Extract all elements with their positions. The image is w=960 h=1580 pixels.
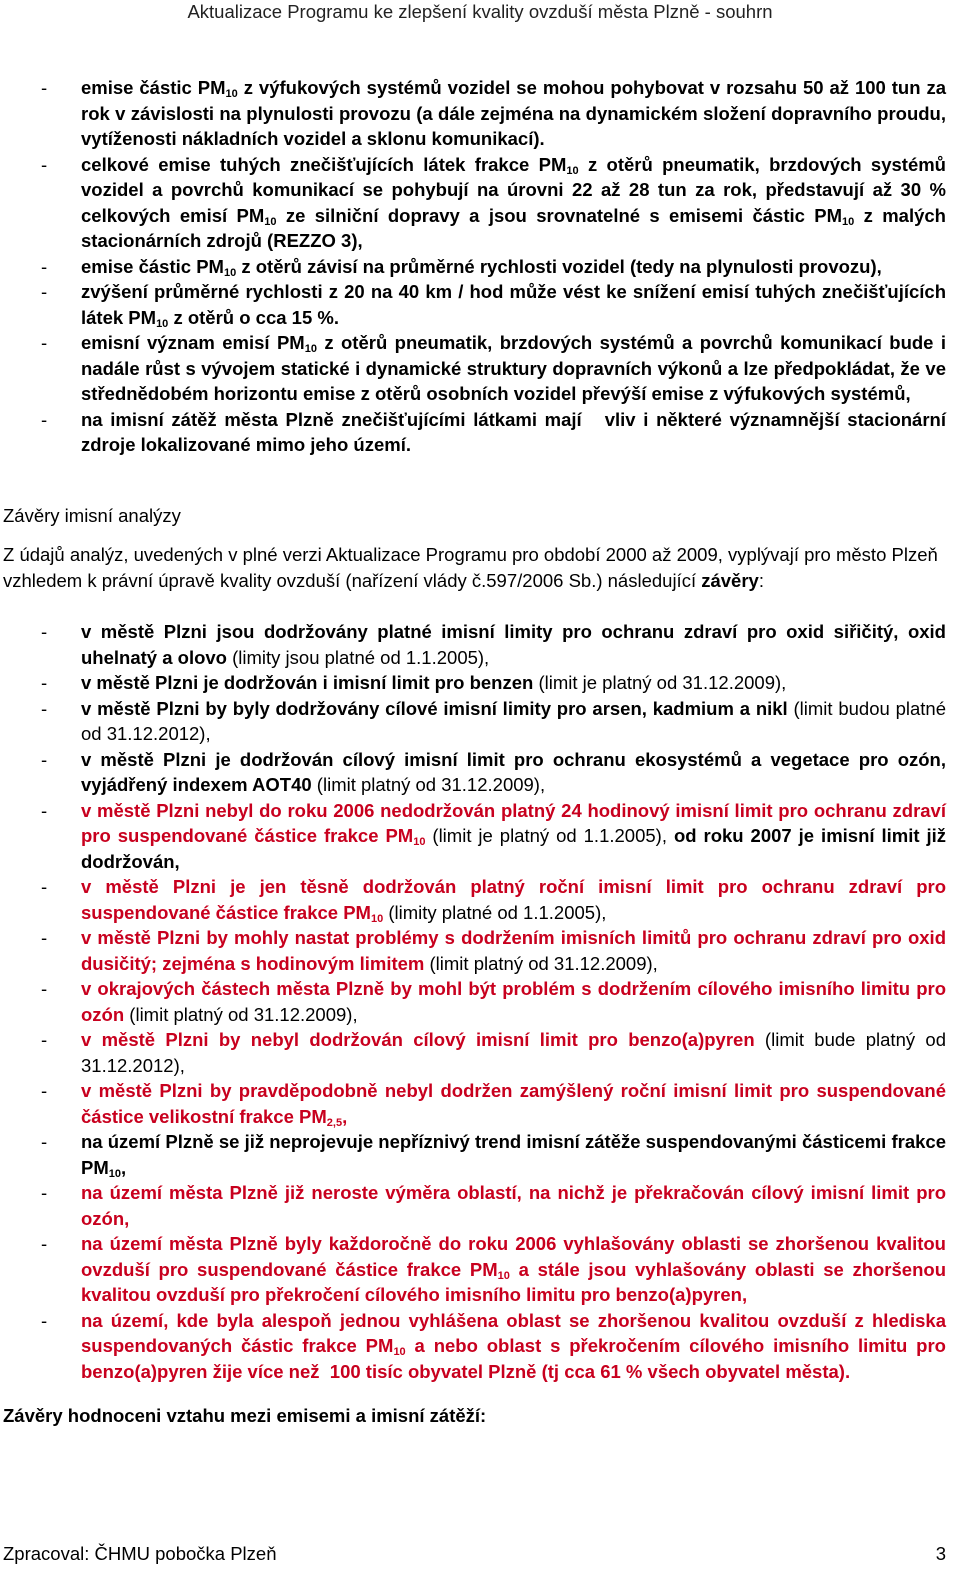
imission-conclusion-item bbox=[0, 747, 960, 798]
imission-conclusion-item-text: v městě Plzni je dodržován i imisní limit pro benzen (limit je platný od 31.12.2009), bbox=[81, 672, 787, 693]
header-title: Aktualizace Programu ke zlepšení kvality ovzduší města Plzně - souhrn bbox=[187, 1, 773, 22]
bullet-dash: - bbox=[41, 408, 48, 430]
imission-conclusion-item bbox=[0, 1180, 960, 1231]
bullet-dash: - bbox=[41, 332, 48, 353]
bullet-dash: - bbox=[41, 1233, 48, 1254]
imission-conclusion-item bbox=[0, 976, 960, 1027]
imission-conclusion-item-text: na území města Plzně již neroste výměra oblastí, na nichž je překračován cílový imisní limit pro ozón, bbox=[81, 1182, 946, 1229]
bullet-dash: - bbox=[41, 1080, 48, 1101]
imission-conclusion-item-text: v městě Plzni by pravděpodobně nebyl dodržen zamýšlený roční imisní limit pro suspendované částice velikostní frakce $PM_{2,5}$, bbox=[81, 1080, 946, 1129]
bullet-dash: - bbox=[41, 153, 48, 175]
bullet-dash: - bbox=[41, 255, 48, 277]
bullet-dash: - bbox=[41, 799, 48, 821]
bullet-dash: - bbox=[41, 281, 48, 302]
emission-conclusion-item bbox=[0, 254, 960, 280]
imission-conclusion-item-text: v městě Plzni jsou dodržovány platné imisní limity pro ochranu zdraví pro oxid siřičitý, oxid uhelnatý a olovo (limity jsou platné od 1.1.2005), bbox=[81, 621, 946, 668]
imission-conclusion-item-text: v městě Plzni by mohly nastat problémy s dodržením imisních limitů pro ochranu zdraví pro oxid dusičitý; zejména s hodinovým limitem (limit platný od 31.12.2009), bbox=[81, 927, 946, 974]
bullet-dash: - bbox=[41, 748, 48, 770]
emission-conclusion-item bbox=[0, 75, 960, 152]
bullet-dash: - bbox=[41, 1131, 48, 1152]
emission-conclusion-item-text: emise částic $PM_{10}$ z otěrů závisí na průměrné rychlosti vozidel (tedy na plynulosti provozu), bbox=[81, 255, 882, 279]
bullet-dash: - bbox=[41, 1029, 48, 1050]
imission-analysis-heading: Závěry imisní analýzy bbox=[3, 505, 181, 526]
emission-conclusions-list bbox=[0, 75, 960, 458]
emission-conclusion-item-text: na imisní zátěž města Plzně znečišťujícími látkami mají vliv i některé významnější stacionární zdroje lokalizované mimo jeho území. bbox=[81, 408, 946, 455]
bullet-dash: - bbox=[41, 1182, 48, 1203]
imission-conclusion-item bbox=[0, 874, 960, 925]
bullet-dash: - bbox=[41, 621, 48, 642]
imission-conclusions-list bbox=[0, 619, 960, 1384]
emission-conclusion-item bbox=[0, 279, 960, 330]
imission-conclusion-item bbox=[0, 1078, 960, 1129]
imission-conclusion-item-text: v městě Plzni by nebyl dodržován cílový imisní limit pro benzo(a)pyren (limit bude platný od 31.12.2012), bbox=[81, 1029, 946, 1076]
imission-conclusion-item-text: na území, kde byla alespoň jednou vyhlášena oblast se zhoršenou kvalitou ovzduší z hlediska suspendovaných částic frakce $PM_{10}$ a nebo oblast s překročením cílového imisního limitu pro benzo(a)pyren žije více než 100 tisíc obyvatel Plzně (tj cca 61 % všech obyvatel města). bbox=[81, 1309, 946, 1382]
emission-imission-heading: Závěry hodnoceni vztahu mezi emisemi a imisní zátěží: bbox=[3, 1405, 487, 1426]
bullet-dash: - bbox=[41, 1309, 48, 1331]
imission-conclusion-item bbox=[0, 1027, 960, 1078]
bullet-dash: - bbox=[41, 927, 48, 948]
emission-conclusion-item bbox=[0, 407, 960, 458]
imission-conclusion-item-text: v okrajových částech města Plzně by mohl být problém s dodržením cílového imisního limitu pro ozón (limit platný od 31.12.2009), bbox=[81, 978, 946, 1025]
imission-conclusion-item-text: v městě Plzni je jen těsně dodržován platný roční imisní limit pro ochranu zdraví pro suspendované částice frakce $PM_{10}$ (limity platné od 1.1.2005), bbox=[81, 876, 946, 925]
imission-conclusion-item bbox=[0, 696, 960, 747]
emission-conclusion-item-text: emise částic $PM_{10}$ z výfukových systémů vozidel se mohou pohybovat v rozsahu 50 až 100 tun za rok v závislosti na plynulosti provozu (a dále zejména na dynamickém složení dopravního proudu, vytíženosti nákladních vozidel a sklonu komunikací). bbox=[81, 77, 946, 149]
emission-conclusion-item-text: zvýšení průměrné rychlosti z 20 na 40 km / hod může vést ke snížení emisí tuhých znečišťujících látek $PM_{10}$ z otěrů o cca 15 %. bbox=[81, 281, 946, 330]
imission-conclusion-item-text: v městě Plzni by byly dodržovány cílové imisní limity pro arsen, kadmium a nikl (limit budou platné od 31.12.2012), bbox=[81, 697, 946, 744]
imission-conclusion-item bbox=[0, 1231, 960, 1308]
emission-conclusion-item-text: emisní význam emisí $PM_{10}$ z otěrů pneumatik, brzdových systémů a povrchů komunikací bude i nadále růst s vývojem statické i dynamické struktury dopravních výkonů a lze předpokládat, že ve střednědobém horizontu emise z otěrů osobních vozidel převýší emise z výfukových systémů, bbox=[81, 332, 947, 404]
imission-conclusion-item-text: v městě Plzni nebyl do roku 2006 nedodržován platný 24 hodinový imisní limit pro ochranu zdraví pro suspendované částice frakce $PM_{10}$ (limit je platný od 1.1.2005), od roku 2007 je imisní limit již dodržován, bbox=[81, 799, 947, 872]
page-header bbox=[0, 0, 960, 24]
imission-conclusion-item bbox=[0, 1308, 960, 1385]
bullet-dash: - bbox=[41, 672, 48, 693]
emission-conclusion-item bbox=[0, 152, 960, 254]
intro-paragraph: Z údajů analýz, uvedených v plné verzi Aktualizace Programu pro období 2000 až 2009, vyplývají pro město Plzeň vzhledem k právní úpravě kvality ovzduší (nařízení vlády č.597/2006 Sb.) následující závěry: bbox=[3, 544, 938, 591]
emission-conclusion-item bbox=[0, 330, 960, 407]
bullet-dash: - bbox=[41, 77, 48, 98]
imission-conclusion-item-text: na území Plzně se již neprojevuje nepříznivý trend imisní zátěže suspendovanými částicemi frakce $PM_{10}$, bbox=[81, 1131, 946, 1180]
bullet-dash: - bbox=[41, 876, 48, 897]
bullet-dash: - bbox=[41, 697, 48, 719]
imission-conclusion-item bbox=[0, 619, 960, 670]
imission-conclusion-item-text: na území města Plzně byly každoročně do roku 2006 vyhlašovány oblasti se zhoršenou kvalitou ovzduší pro suspendované částice frakce $PM_{10}$ a stále jsou vyhlašovány oblasti se zhoršenou kvalitou ovzduší pro překročení cílového imisního limitu pro benzo(a)pyren, bbox=[81, 1233, 946, 1305]
emission-conclusion-item-text: celkové emise tuhých znečišťujících látek frakce $PM_{10}$ z otěrů pneumatik, brzdových systémů vozidel a povrchů komunikací se pohybují na úrovni 22 až 28 tun za rok, představují až 30 % celkových emisí $PM_{10}$ ze silniční dopravy a jsou srovnatelné s emisemi částic $PM_{10}$ z malých stacionárních zdrojů (REZZO 3), bbox=[81, 153, 946, 251]
imission-conclusion-item bbox=[0, 1129, 960, 1180]
imission-conclusion-item bbox=[0, 670, 960, 696]
imission-conclusion-item bbox=[0, 798, 960, 875]
bullet-dash: - bbox=[41, 978, 48, 999]
imission-conclusion-item-text: v městě Plzni je dodržován cílový imisní limit pro ochranu ekosystémů a vegetace pro ozón, vyjádřený indexem AOT40 (limit platný od 31.12.2009), bbox=[81, 748, 946, 795]
imission-conclusion-item bbox=[0, 925, 960, 976]
footer-author: Zpracoval: ČHMU pobočka Plzeň bbox=[3, 1543, 277, 1564]
footer-page-number: 3 bbox=[935, 1543, 946, 1564]
